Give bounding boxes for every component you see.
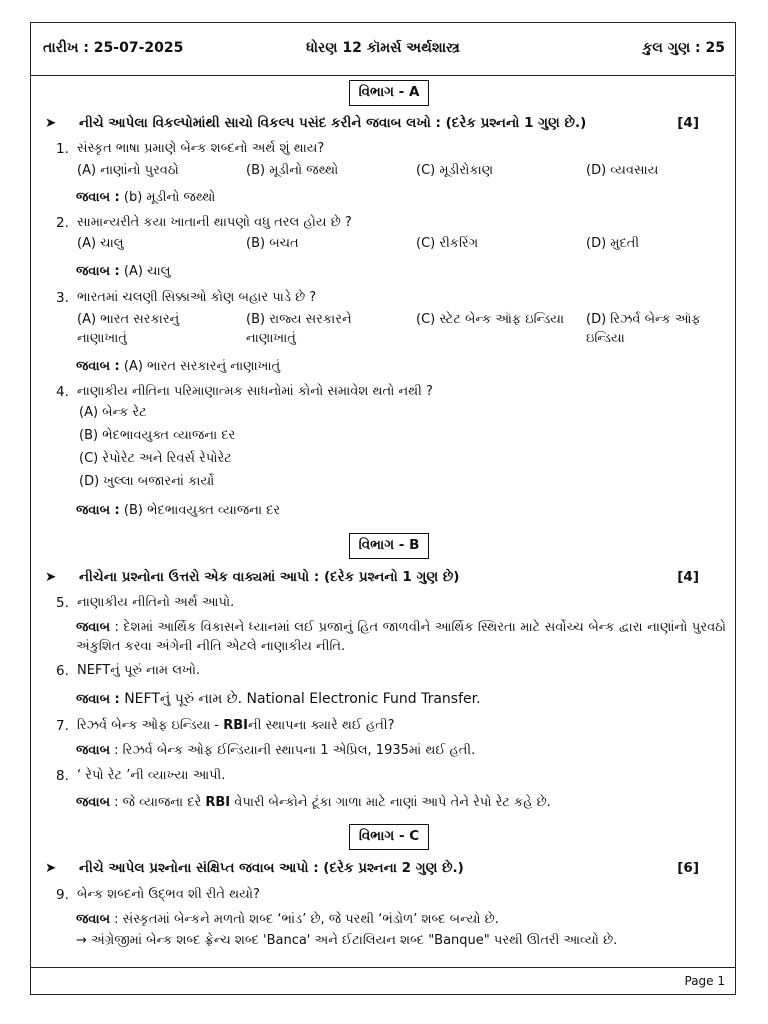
question-text: ભારતમાં ચલણી સિક્કાઓ કોણ બહાર પાડે છે ? — [77, 290, 317, 305]
option-line: નાણાખાતું — [246, 331, 296, 346]
answer-label: જવાબ : — [76, 503, 120, 518]
option-b — [246, 310, 352, 348]
answer-label: જવાબ : — [76, 692, 120, 707]
answer — [76, 359, 280, 374]
option-line: ઇન્ડિયા — [586, 331, 625, 346]
answer-text: (b) મૂડીનો જથ્થો — [123, 190, 216, 205]
option-a: (A) બેન્ક રેટ — [79, 405, 147, 420]
answer-text: : સંસ્કૃતમાં બેન્કને મળતો શબ્દ ‘ભાંડ’ છે, જે પરથી ‘ભંડોળ’ શબ્દ બન્યો છે. — [114, 912, 499, 927]
answer-text-bold: RBI — [205, 795, 231, 810]
answer-label: જવાબ — [76, 912, 111, 927]
paper-header — [31, 23, 735, 75]
section-marks: [4] — [677, 115, 699, 131]
option-line: નાણાખાતું — [77, 331, 127, 346]
question-text: નાણાકીય નીતિનો અર્થ આપો. — [77, 595, 235, 610]
answer-label: જવાબ — [76, 743, 111, 758]
option-c: (C) રેપોરેટ અને રિવર્સ રેપોરેટ — [79, 451, 232, 466]
question-text-part: રિઝર્વ બેન્ક ઓફ ઇન્ડિયા - — [77, 718, 224, 733]
answer-label: જવાબ — [76, 620, 111, 635]
answer-continuation: → અંગ્રેજીમાં બેન્ક શબ્દ ફ્રેન્ચ શબ્દ 'Banca' અને ઈટાલિયન શબ્દ "Banque" પરથી ઊતરી આવ્યો છે. — [76, 933, 618, 948]
answer-text: વેપારી બેન્કોને ટૂંકા ગાળા માટે નાણાં આપે તેને રેપો રેટ કહે છે. — [230, 795, 551, 810]
question-number: 4. — [56, 384, 69, 400]
section-marks: [4] — [677, 569, 699, 585]
answer-label: જવાબ : — [76, 359, 120, 374]
option-b: (B) મૂડીનો જથ્થો — [246, 163, 339, 178]
footer-divider — [31, 967, 735, 968]
instruction-text: નીચેના પ્રશ્નોના ઉત્તરો એક વાક્યમાં આપો : (દરેક પ્રશ્નનો 1 ગુણ છે) — [79, 569, 460, 585]
option-c: (C) રીકરિંગ — [416, 236, 479, 251]
answer — [76, 618, 726, 656]
question-text — [77, 718, 395, 733]
option-line: (A) ભારત સરકારનું — [77, 312, 180, 327]
option-b: (B) બચત — [246, 236, 299, 251]
instruction-text: નીચે આપેલા વિકલ્પોમાંથી સાચો વિકલ્પ પસંદ કરીને જવાબ લખો : (દરેક પ્રશ્નનો 1 ગુણ છે.) — [79, 115, 587, 131]
instruction-text: નીચે આપેલ પ્રશ્નોના સંક્ષિપ્ત જવાબ આપો : (દરેક પ્રશ્નના 2 ગુણ છે.) — [79, 860, 464, 876]
question-number: 6. — [56, 663, 69, 679]
answer-label: જવાબ : — [76, 264, 120, 279]
answer-text: (A) ચાલુ — [123, 264, 171, 279]
exam-subject: ધોરણ 12 કૉમર્સ અર્થશાસ્ત્ર — [306, 40, 460, 56]
answer-text: NEFTનું પૂરું નામ છે. National Electronic Fund Transfer. — [124, 691, 481, 707]
question-number: 7. — [56, 718, 69, 734]
answer-text: : જે વ્યાજના દરે — [114, 795, 206, 810]
question-text: સંસ્કૃત ભાષા પ્રમાણે બેન્ક શબ્દનો અર્થ શું થાય? — [77, 141, 325, 156]
arrow-icon: ➤ — [45, 115, 57, 131]
page-number: Page 1 — [684, 974, 725, 988]
option-a — [77, 310, 179, 348]
question-number: 2. — [56, 215, 69, 231]
answer — [76, 912, 499, 927]
section-a-instruction — [45, 115, 721, 135]
question-number: 5. — [56, 595, 69, 611]
option-a: (A) નાણાંનો પુરવઠો — [77, 163, 179, 178]
option-d: (D) મુદતી — [586, 236, 640, 251]
question-text: ‘ રેપો રેટ ’ની વ્યાખ્યા આપી. — [77, 768, 226, 783]
answer — [76, 743, 475, 758]
answer-text: (B) ભેદભાવયુક્ત વ્યાજના દર — [123, 503, 281, 518]
question-text-bold: RBI — [223, 718, 249, 733]
option-c — [416, 310, 564, 329]
total-marks: કુલ ગુણ : 25 — [642, 40, 725, 56]
option-b: (B) ભેદભાવયુક્ત વ્યાજના દર — [79, 428, 236, 443]
option-c: (C) મૂડીરોકાણ — [416, 163, 494, 178]
question-text: બેન્ક શબ્દનો ઉદ્ભવ શી રીતે થયો? — [77, 887, 260, 902]
arrow-icon: ➤ — [45, 860, 57, 876]
answer-text: (A) ભારત સરકારનું નાણાખાતું — [123, 359, 281, 374]
option-d — [586, 310, 701, 348]
question-text: સામાન્યરીતે કયા ખાતાની થાપણો વધુ તરલ હોય છે ? — [77, 215, 352, 230]
header-divider — [31, 75, 735, 76]
question-text: NEFTનું પૂરું નામ લખો. — [77, 663, 201, 678]
arrow-icon: ➤ — [45, 569, 57, 585]
section-c-instruction — [45, 860, 721, 880]
answer — [76, 264, 170, 279]
section-b-instruction — [45, 569, 721, 589]
answer-label: જવાબ — [76, 795, 111, 810]
exam-date: તારીખ : 25-07-2025 — [43, 40, 184, 56]
section-marks: [6] — [677, 860, 699, 876]
answer-label: જવાબ : — [76, 190, 120, 205]
option-line: (C) સ્ટેટ બેન્ક ઑફ ઇન્ડિયા — [416, 312, 565, 327]
option-d: (D) વ્યવસાય — [586, 163, 659, 178]
answer-text: : દેશમાં આર્થિક વિકાસને ધ્યાનમાં લઈ પ્રજાનું હિત જાળવીને આર્થિક સ્થિરતા માટે સર્વોચ્ચ બેન્ક દ્વારા નાણાંનો પુરવઠો અંકુશિત કરવા અંગેની નીતિ એટલે નાણાકીય નીતિ. — [76, 620, 726, 654]
answer — [76, 190, 215, 205]
option-d: (D) ખુલ્લા બજારનાં કાર્યો — [79, 474, 215, 489]
option-line: (D) રિઝર્વ બેન્ક ઑફ — [586, 312, 701, 327]
option-line: (B) રાજ્ય સરકારને — [246, 312, 352, 327]
question-number: 9. — [56, 887, 69, 903]
section-a-title: વિભાગ - A — [349, 80, 429, 106]
option-a: (A) ચાલુ — [77, 236, 124, 251]
question-text: નાણાકીય નીતિના પરિમાણાત્મક સાધનોમાં કોનો સમાવેશ થતો નથી ? — [77, 384, 433, 399]
answer — [76, 795, 551, 810]
answer — [76, 691, 481, 707]
page-frame — [30, 22, 736, 995]
answer — [76, 503, 280, 518]
question-number: 3. — [56, 290, 69, 306]
question-text-part: ની સ્થાપના ક્યારે થઈ હતી? — [248, 718, 395, 733]
section-c-title: વિભાગ - C — [349, 824, 429, 850]
question-number: 1. — [56, 141, 69, 157]
answer-text: : રિઝર્વ બેન્ક ઓફ ઈન્ડિયાની સ્થાપના 1 એપ્રિલ, 1935માં થઈ હતી. — [114, 743, 476, 758]
question-number: 8. — [56, 768, 69, 784]
section-b-title: વિભાગ - B — [349, 533, 429, 559]
